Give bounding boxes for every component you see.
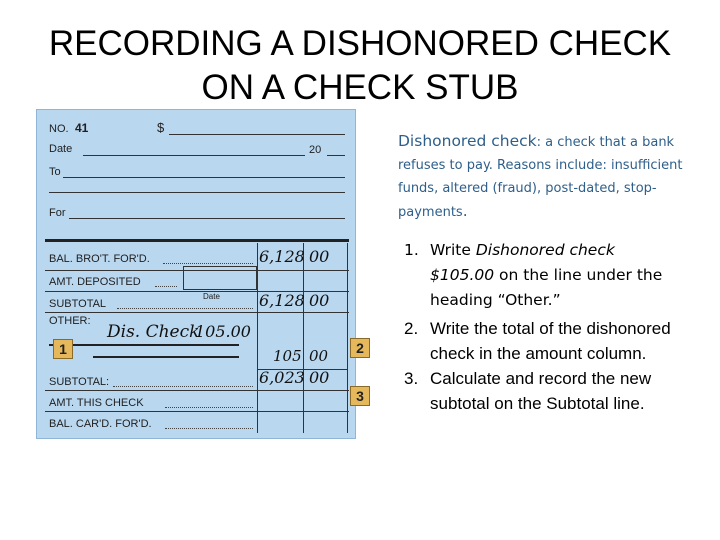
- stub-dollar-sign: $: [157, 120, 165, 135]
- step-3-badge: 3: [350, 386, 370, 406]
- stub-dots: [155, 286, 177, 287]
- stub-date-label: Date: [49, 143, 73, 155]
- stub-for-label: For: [49, 207, 66, 219]
- stub-amount-line: [169, 134, 345, 135]
- definition-colon: :: [536, 135, 542, 150]
- step-text: Calculate and record the new subtotal on the Subtotal line.: [430, 369, 652, 413]
- stub-row-line: [45, 312, 349, 313]
- title-line-2: ON A CHECK STUB: [201, 68, 519, 107]
- stub-dots: [165, 407, 253, 408]
- stub-row-line: [45, 390, 349, 391]
- stub-bal-card-label: BAL. CAR'D. FOR'D.: [49, 418, 152, 430]
- stub-subtotal2-label: SUBTOTAL:: [49, 376, 110, 388]
- definition-block: [398, 130, 708, 224]
- stub-amt-this-check-label: AMT. THIS CHECK: [49, 397, 144, 409]
- stub-other-line-2: [93, 356, 239, 358]
- definition-term: Dishonored check: [398, 132, 537, 150]
- stub-col-line-2: [303, 243, 304, 433]
- deposit-date-box: [183, 266, 257, 290]
- step-italic-amount: $105.00: [430, 266, 495, 284]
- definition-period: .: [462, 202, 468, 220]
- step-text: Write the total of the dishonored check in the amount column.: [430, 319, 671, 363]
- stub-other-amount: 105.00: [195, 322, 251, 341]
- stub-dots: [113, 386, 253, 387]
- stub-deposit-date-label: Date: [203, 292, 220, 301]
- stub-no-label: NO.: [49, 123, 69, 135]
- stub-other-line-1: [49, 344, 239, 346]
- stub-bal-brot-dollars: 6,128: [259, 247, 305, 266]
- stub-for-line: [69, 218, 345, 219]
- definition-text: a check that a bank refuses to pay. Reasons include: insufficient funds, altered (fraud), post-dated, stop-payments: [398, 135, 683, 220]
- stub-to-label: To: [49, 166, 61, 178]
- stub-to-line-2: [49, 192, 345, 193]
- stub-amt-deposited-label: AMT. DEPOSITED: [49, 276, 141, 288]
- stub-subtotal2-cents: 00: [309, 368, 330, 387]
- step-item: [398, 366, 698, 416]
- step-item: [398, 316, 698, 366]
- step-number: 2.: [404, 319, 419, 338]
- step-italic-term: Dishonored check: [475, 241, 615, 259]
- step-text: Write: [430, 241, 476, 259]
- stub-subtotal1-cents: 00: [309, 291, 330, 310]
- stub-dots: [165, 428, 253, 429]
- step-number: 3.: [404, 369, 419, 388]
- stub-bal-brot-label: BAL. BRO'T. FOR'D.: [49, 253, 150, 265]
- stub-dots: [163, 263, 253, 264]
- stub-bal-brot-cents: 00: [309, 247, 330, 266]
- stub-to-line: [63, 177, 345, 178]
- stub-other-cents: 00: [309, 347, 329, 365]
- stub-other-dollars: 105: [273, 347, 302, 365]
- stub-row-line: [45, 411, 349, 412]
- step-item: [398, 238, 698, 313]
- stub-dots: [117, 308, 253, 309]
- step-2-badge: 2: [350, 338, 370, 358]
- stub-other-label: OTHER:: [49, 315, 91, 327]
- stub-subtotal2-dollars: 6,023: [259, 368, 305, 387]
- step-1-badge: 1: [53, 339, 73, 359]
- steps-list: [398, 238, 698, 416]
- stub-col-line-3: [347, 243, 348, 433]
- stub-subtotal1-dollars: 6,128: [259, 291, 305, 310]
- stub-no-value: 41: [75, 121, 89, 135]
- stub-divider: [45, 239, 349, 242]
- step-text: on the line under the heading “Other.”: [430, 266, 663, 309]
- page-title: [0, 22, 720, 110]
- stub-year-line: [327, 155, 345, 156]
- stub-date-line: [83, 155, 305, 156]
- title-line-1: RECORDING A DISHONORED CHECK: [48, 24, 672, 63]
- check-stub: [36, 109, 364, 439]
- stub-col-line-1: [257, 243, 258, 433]
- step-number: 1.: [404, 241, 419, 259]
- stub-other-desc: Dis. Check: [107, 322, 200, 342]
- stub-year-prefix: 20: [309, 144, 322, 156]
- stub-subtotal1-label: SUBTOTAL: [49, 298, 107, 310]
